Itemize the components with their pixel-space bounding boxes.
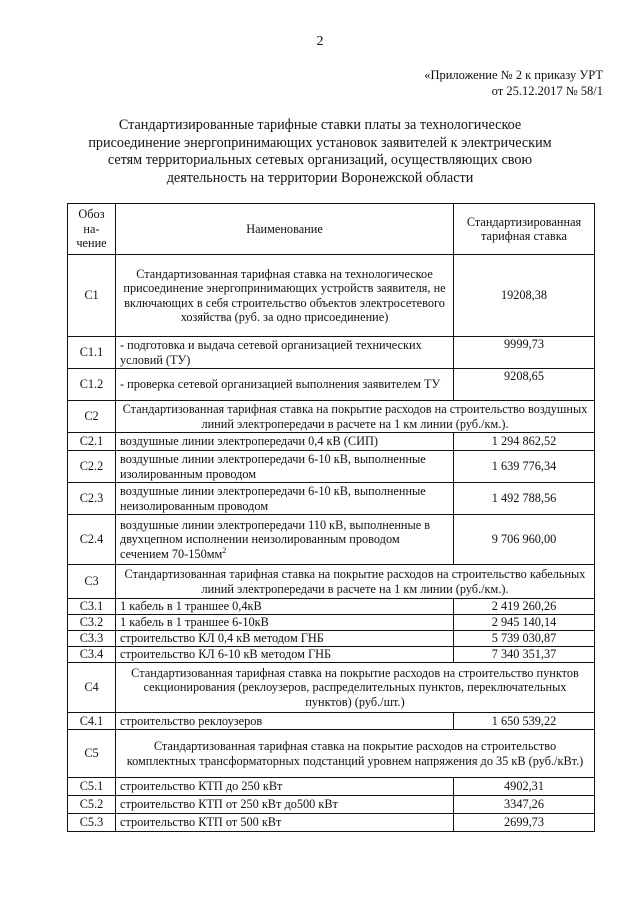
row-code: C5.1 bbox=[68, 778, 116, 796]
group-name: Стандартизованная тарифная ставка на покрытие расходов на строительство воздушных линий электропередачи в расчете на 1 км линии (руб./км.). bbox=[116, 401, 595, 433]
row-code: C3.4 bbox=[68, 647, 116, 663]
table-group-row bbox=[68, 663, 595, 713]
table-group-row bbox=[68, 401, 595, 433]
row-code: C2.2 bbox=[68, 451, 116, 483]
row-value: 1 639 776,34 bbox=[454, 451, 595, 483]
row-value: 1 492 788,56 bbox=[454, 483, 595, 515]
attachment-reference bbox=[424, 67, 603, 99]
row-name bbox=[116, 515, 454, 565]
group-code: C4 bbox=[68, 663, 116, 713]
table-row bbox=[68, 515, 595, 565]
row-value: 19208,38 bbox=[454, 255, 595, 337]
row-value: 2 945 140,14 bbox=[454, 615, 595, 631]
row-name: - подготовка и выдача сетевой организацией технических условий (ТУ) bbox=[116, 337, 454, 369]
row-value: 9999,73 bbox=[454, 337, 595, 369]
row-name: воздушные линии электропередачи 6-10 кВ, выполненные неизолированным проводом bbox=[116, 483, 454, 515]
table-row bbox=[68, 483, 595, 515]
title-line: сетям территориальных сетевых организаций, осуществляющих свою bbox=[107, 152, 533, 168]
row-value: 1 294 862,52 bbox=[454, 433, 595, 451]
header-rate: Стандартизированная тарифная ставка bbox=[454, 204, 595, 255]
row-code: C1.1 bbox=[68, 337, 116, 369]
group-name: Стандартизованная тарифная ставка на покрытие расходов на строительство комплектных трансформаторных подстанций уровнем напряжения до 35 кВ (руб./кВт.) bbox=[116, 730, 595, 778]
table-row bbox=[68, 647, 595, 663]
row-value: 2 419 260,26 bbox=[454, 599, 595, 615]
row-value: 9208,65 bbox=[454, 369, 595, 401]
group-name: Стандартизованная тарифная ставка на покрытие расходов на строительство кабельных линий электропередачи в расчете на 1 км линии (руб./км.). bbox=[116, 565, 595, 599]
table-row bbox=[68, 796, 595, 814]
row-code: C5.3 bbox=[68, 814, 116, 832]
table-row bbox=[68, 615, 595, 631]
table-row bbox=[68, 337, 595, 369]
table-row bbox=[68, 255, 595, 337]
table-row bbox=[68, 369, 595, 401]
table-row bbox=[68, 778, 595, 796]
row-value: 2699,73 bbox=[454, 814, 595, 832]
attachment-line-2: от 25.12.2017 № 58/1 bbox=[491, 84, 603, 98]
row-value: 3347,26 bbox=[454, 796, 595, 814]
row-name: строительство реклоузеров bbox=[116, 713, 454, 730]
table-row bbox=[68, 451, 595, 483]
row-name: - проверка сетевой организацией выполнения заявителем ТУ bbox=[116, 369, 454, 401]
group-name: Стандартизованная тарифная ставка на покрытие расходов на строительство пунктов секционирования (реклоузеров, распределительных пунктов, переключательных пунктов) (руб./шт.) bbox=[116, 663, 595, 713]
header-name: Наименование bbox=[116, 204, 454, 255]
row-name: воздушные линии электропередачи 0,4 кВ (СИП) bbox=[116, 433, 454, 451]
table-row bbox=[68, 814, 595, 832]
row-code: C2.3 bbox=[68, 483, 116, 515]
attachment-line-1: «Приложение № 2 к приказу УРТ bbox=[424, 68, 603, 82]
table-group-row bbox=[68, 565, 595, 599]
row-code: C4.1 bbox=[68, 713, 116, 730]
group-code: C2 bbox=[68, 401, 116, 433]
title-line: Стандартизированные тарифные ставки платы за технологическое bbox=[118, 117, 522, 133]
row-code: C1 bbox=[68, 255, 116, 337]
row-value: 4902,31 bbox=[454, 778, 595, 796]
row-name: строительство КТП от 250 кВт до500 кВт bbox=[116, 796, 454, 814]
row-name: воздушные линии электропередачи 6-10 кВ, выполненные изолированным проводом bbox=[116, 451, 454, 483]
row-code: C2.4 bbox=[68, 515, 116, 565]
row-name: Стандартизованная тарифная ставка на технологическое присоединение энергопринимающих устройств заявителя, не включающих в себя строительство объектов электросетевого хозяйства (руб. за одно присоединение) bbox=[116, 255, 454, 337]
row-name: 1 кабель в 1 траншее 0,4кВ bbox=[116, 599, 454, 615]
row-value: 5 739 030,87 bbox=[454, 631, 595, 647]
row-name: строительство КТП от 500 кВт bbox=[116, 814, 454, 832]
row-code: C3.1 bbox=[68, 599, 116, 615]
tariff-table bbox=[67, 203, 595, 832]
row-name-text: воздушные линии электропередачи 110 кВ, выполненные в двухцепном исполнении неизолированным проводом сечением 70-150мм bbox=[120, 517, 431, 561]
document-title bbox=[60, 117, 580, 187]
table-row bbox=[68, 599, 595, 615]
row-name: строительство КЛ 0,4 кВ методом ГНБ bbox=[116, 631, 454, 647]
superscript: 2 bbox=[222, 545, 227, 555]
row-code: C3.2 bbox=[68, 615, 116, 631]
table-group-row bbox=[68, 730, 595, 778]
row-value: 9 706 960,00 bbox=[454, 515, 595, 565]
title-line: деятельность на территории Воронежской области bbox=[166, 169, 474, 186]
header-code: Обоз на- чение bbox=[68, 204, 116, 255]
group-code: C3 bbox=[68, 565, 116, 599]
group-code: C5 bbox=[68, 730, 116, 778]
row-code: C2.1 bbox=[68, 433, 116, 451]
title-line: присоединение энергопринимающих установок заявителей к электрическим bbox=[88, 134, 552, 151]
row-code: C5.2 bbox=[68, 796, 116, 814]
row-code: C3.3 bbox=[68, 631, 116, 647]
row-name: 1 кабель в 1 траншее 6-10кВ bbox=[116, 615, 454, 631]
page-number: 2 bbox=[316, 34, 324, 49]
row-name: строительство КЛ 6-10 кВ методом ГНБ bbox=[116, 647, 454, 663]
table-header-row bbox=[68, 204, 595, 255]
table-row bbox=[68, 433, 595, 451]
row-value: 1 650 539,22 bbox=[454, 713, 595, 730]
row-value: 7 340 351,37 bbox=[454, 647, 595, 663]
table-row bbox=[68, 713, 595, 730]
row-name: строительство КТП до 250 кВт bbox=[116, 778, 454, 796]
row-code: C1.2 bbox=[68, 369, 116, 401]
table-row bbox=[68, 631, 595, 647]
